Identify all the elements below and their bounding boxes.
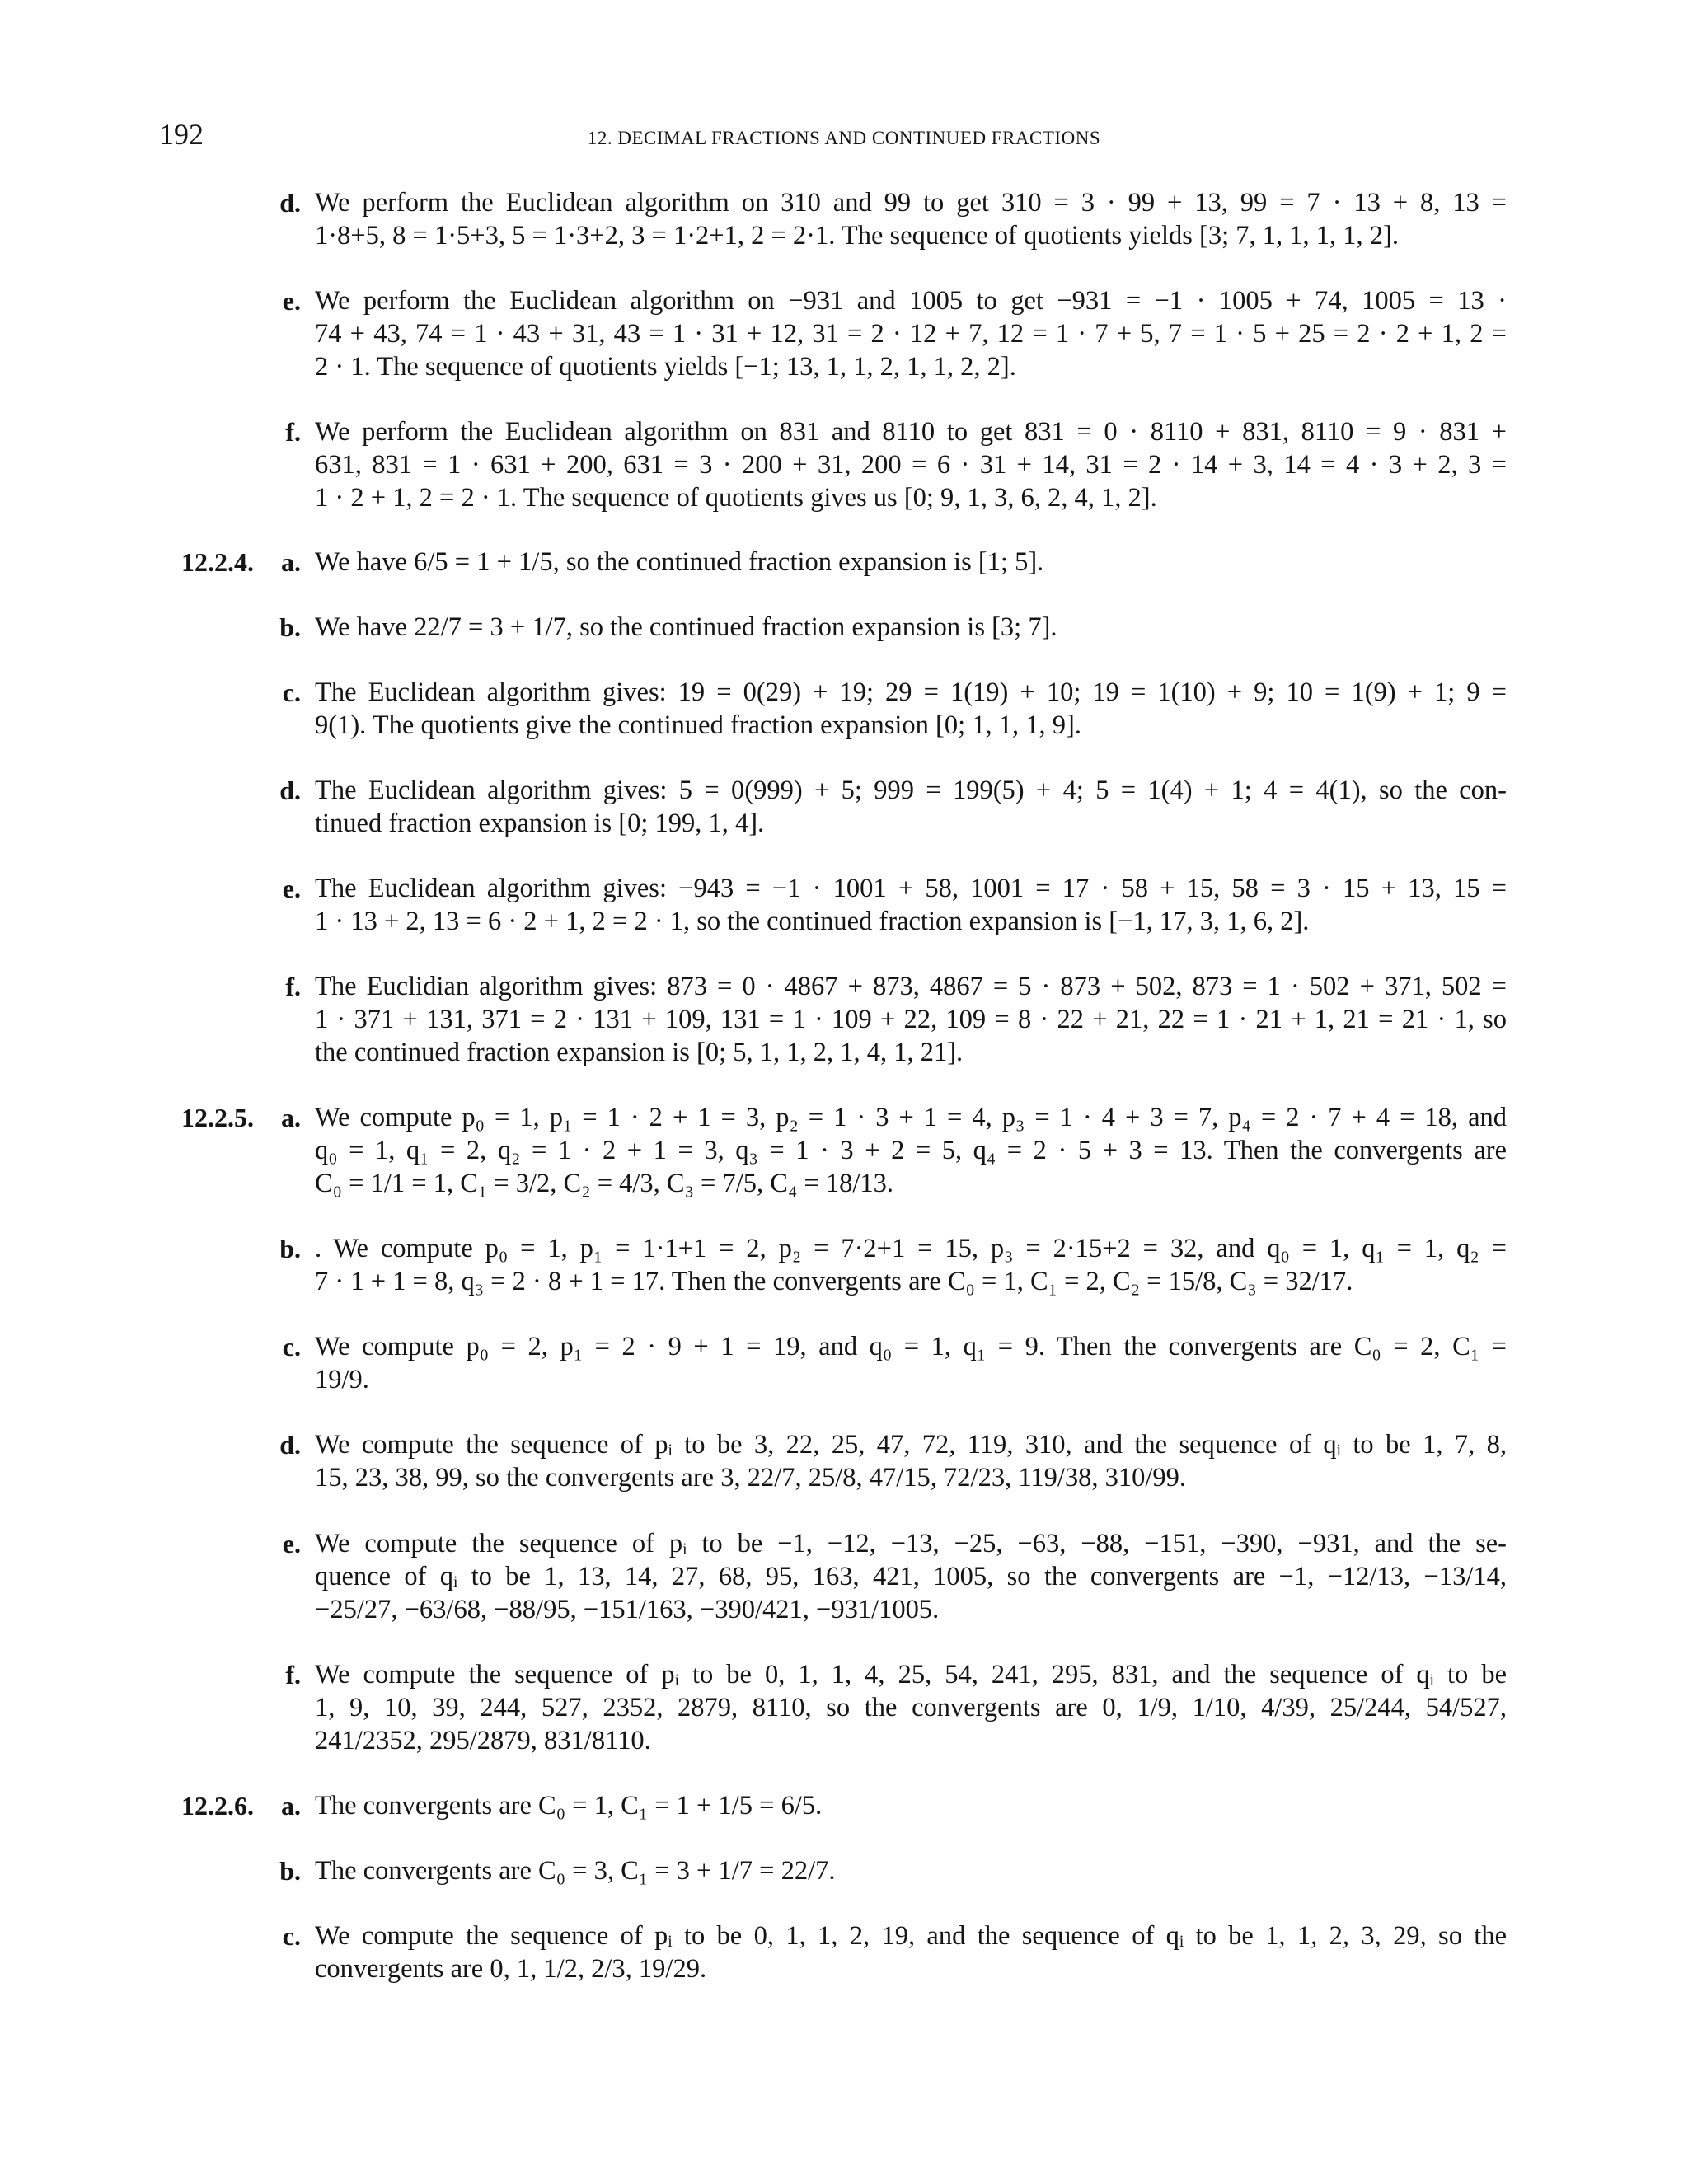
solution-line: 19/9. [315, 1365, 369, 1394]
solution-line: The convergents are C₀ = 1, C₁ = 1 + 1/5 = 6/5. [315, 1791, 823, 1821]
solution-line: 15, 23, 38, 99, so the convergents are 3, 22/7, 25/8, 47/15, 72/23, 119/38, 310/99. [315, 1463, 1187, 1493]
solution-line: The Euclidean algorithm gives: 19 = 0(29) + 19; 29 = 1(19) + 10; 19 = 1(10) + 9; 10 = 1(9) + 1; 9 = [315, 677, 1507, 707]
solution-text [315, 1527, 1507, 1626]
solution-text [315, 1330, 1507, 1396]
exercise-number: 12.2.6. [181, 1791, 254, 1821]
solution-text [315, 1101, 1507, 1200]
part-label: d. [279, 188, 301, 218]
solution-line: 9(1). The quotients give the continued fraction expansion [0; 1, 1, 1, 9]. [315, 710, 1081, 740]
solution-line: We compute p₀ = 1, p₁ = 1 · 2 + 1 = 3, p₂ = 1 · 3 + 1 = 4, p₃ = 1 · 4 + 3 = 7, p₄ = 2 · 7 + 4 = 18, and [315, 1103, 1507, 1132]
part-label: b. [279, 1856, 301, 1886]
solution-line: 1 · 2 + 1, 2 = 2 · 1. The sequence of quotients gives us [0; 9, 1, 3, 6, 2, 4, 1, 2]. [315, 483, 1157, 513]
part-label: b. [279, 612, 301, 642]
part-label: f. [285, 1660, 301, 1690]
solution-text [315, 1428, 1507, 1494]
part-label: f. [285, 972, 301, 1001]
solution-line: 1·8+5, 8 = 1·5+3, 5 = 1·3+2, 3 = 1·2+1, 2 = 2·1. The sequence of quotients yields [3; 7, 1, 1, 1, 1, 2]. [315, 221, 1399, 251]
solution-text [315, 970, 1507, 1069]
solution-line: We perform the Euclidean algorithm on −931 and 1005 to get −931 = −1 · 1005 + 74, 1005 = 13 · [315, 286, 1507, 316]
part-label: c. [282, 1921, 301, 1951]
solution-line: We compute p₀ = 2, p₁ = 2 · 9 + 1 = 19, and q₀ = 1, q₁ = 9. Then the convergents are C₀ = 2, C₁ = [315, 1332, 1507, 1361]
solution-line: . We compute p₀ = 1, p₁ = 1·1+1 = 2, p₂ = 7·2+1 = 15, p₃ = 2·15+2 = 32, and q₀ = 1, q₁ = 1, q₂ = [315, 1234, 1507, 1263]
page-number: 192 [159, 118, 204, 151]
solution-text [315, 546, 1507, 579]
part-label: c. [282, 1332, 301, 1361]
solution-text [315, 774, 1507, 840]
solution-line: 1 · 13 + 2, 13 = 6 · 2 + 1, 2 = 2 · 1, so the continued fraction expansion is [−1, 17, 3, 1, 6, 2]. [315, 907, 1310, 936]
solution-line: 631, 831 = 1 · 631 + 200, 631 = 3 · 200 + 31, 200 = 6 · 31 + 14, 31 = 2 · 14 + 3, 14 = 4 · 3 + 2, 3 = [315, 450, 1507, 480]
part-label: a. [281, 1103, 301, 1132]
solution-line: −25/27, −63/68, −88/95, −151/163, −390/421, −931/1005. [315, 1595, 940, 1624]
part-label: e. [282, 286, 301, 316]
solution-text [315, 1919, 1507, 1985]
solution-text [315, 415, 1507, 514]
solution-line: We compute the sequence of pᵢ to be 3, 22, 25, 47, 72, 119, 310, and the sequence of qᵢ to be 1, 7, 8, [315, 1430, 1507, 1460]
solution-line: q₀ = 1, q₁ = 2, q₂ = 1 · 2 + 1 = 3, q₃ = 1 · 3 + 2 = 5, q₄ = 2 · 5 + 3 = 13. Then the convergents are [315, 1136, 1507, 1165]
solution-line: We compute the sequence of pᵢ to be 0, 1, 1, 2, 19, and the sequence of qᵢ to be 1, 1, 2, 3, 29, so the [315, 1921, 1507, 1951]
running-head: 12. DECIMAL FRACTIONS AND CONTINUED FRACTIONS [587, 128, 1101, 148]
exercise-number: 12.2.5. [181, 1103, 254, 1132]
solution-text [315, 284, 1507, 383]
part-label: e. [282, 874, 301, 903]
solution-line: We compute the sequence of pᵢ to be 0, 1, 1, 4, 25, 54, 241, 295, 831, and the sequence of qᵢ to be [315, 1660, 1507, 1690]
solution-line: convergents are 0, 1, 1/2, 2/3, 19/29. [315, 1954, 707, 1984]
solution-line: 1 · 371 + 131, 371 = 2 · 131 + 109, 131 = 1 · 109 + 22, 109 = 8 · 22 + 21, 22 = 1 · 21 + 1, 21 = 21 · 1, so [315, 1005, 1507, 1034]
part-label: b. [279, 1234, 301, 1263]
solution-text [315, 1789, 1507, 1822]
solution-line: the continued fraction expansion is [0; 5, 1, 1, 2, 1, 4, 1, 21]. [315, 1038, 964, 1067]
part-label: f. [285, 417, 301, 447]
solution-text [315, 186, 1507, 252]
part-label: e. [282, 1529, 301, 1558]
part-label: c. [282, 677, 301, 707]
solution-line: The convergents are C₀ = 3, C₁ = 3 + 1/7 = 22/7. [315, 1856, 836, 1886]
solution-line: C₀ = 1/1 = 1, C₁ = 3/2, C₂ = 4/3, C₃ = 7/5, C₄ = 18/13. [315, 1169, 894, 1198]
solution-line: The Euclidean algorithm gives: −943 = −1 · 1001 + 58, 1001 = 17 · 58 + 15, 58 = 3 · 15 + 13, 15 = [315, 874, 1507, 903]
solution-text [315, 1232, 1507, 1298]
solution-line: 241/2352, 295/2879, 831/8110. [315, 1726, 651, 1755]
solution-line: 7 · 1 + 1 = 8, q₃ = 2 · 8 + 1 = 17. Then the convergents are C₀ = 1, C₁ = 2, C₂ = 15/8, C₃ = 32/17. [315, 1267, 1353, 1296]
solution-line: tinued fraction expansion is [0; 199, 1, 4]. [315, 808, 765, 838]
solution-line: The Euclidian algorithm gives: 873 = 0 · 4867 + 873, 4867 = 5 · 873 + 502, 873 = 1 · 502 + 371, 502 = [315, 972, 1507, 1001]
solution-text [315, 676, 1507, 742]
part-label: a. [281, 1791, 301, 1821]
part-label: d. [279, 776, 301, 805]
solution-line: We have 22/7 = 3 + 1/7, so the continued fraction expansion is [3; 7]. [315, 612, 1057, 642]
solution-line: We have 6/5 = 1 + 1/5, so the continued fraction expansion is [1; 5]. [315, 547, 1044, 577]
solution-line: The Euclidean algorithm gives: 5 = 0(999) + 5; 999 = 199(5) + 4; 5 = 1(4) + 1; 4 = 4(1), so the con- [315, 776, 1507, 805]
solution-line: 74 + 43, 74 = 1 · 43 + 31, 43 = 1 · 31 + 12, 31 = 2 · 12 + 7, 12 = 1 · 7 + 5, 7 = 1 · 5 + 25 = 2 · 2 + 1, 2 = [315, 319, 1507, 349]
solution-line: 1, 9, 10, 39, 244, 527, 2352, 2879, 8110, so the convergents are 0, 1/9, 1/10, 4/39, 25/244, 54/527, [315, 1693, 1507, 1722]
solution-text [315, 1854, 1507, 1887]
solution-text [315, 1658, 1507, 1757]
part-label: d. [279, 1430, 301, 1460]
solution-text [315, 611, 1507, 644]
solution-line: quence of qᵢ to be 1, 13, 14, 27, 68, 95, 163, 421, 1005, so the convergents are −1, −12/13, −13/14, [315, 1562, 1507, 1591]
solution-line: We perform the Euclidean algorithm on 310 and 99 to get 310 = 3 · 99 + 13, 99 = 7 · 13 + 8, 13 = [315, 188, 1507, 218]
exercise-number: 12.2.4. [181, 547, 254, 577]
solution-text [315, 872, 1507, 938]
solution-line: We compute the sequence of pᵢ to be −1, −12, −13, −25, −63, −88, −151, −390, −931, and the se- [315, 1529, 1507, 1558]
solution-line: We perform the Euclidean algorithm on 831 and 8110 to get 831 = 0 · 8110 + 831, 8110 = 9 · 831 + [315, 417, 1507, 447]
part-label: a. [281, 547, 301, 577]
solution-line: 2 · 1. The sequence of quotients yields [−1; 13, 1, 1, 2, 1, 1, 2, 2]. [315, 352, 1016, 382]
